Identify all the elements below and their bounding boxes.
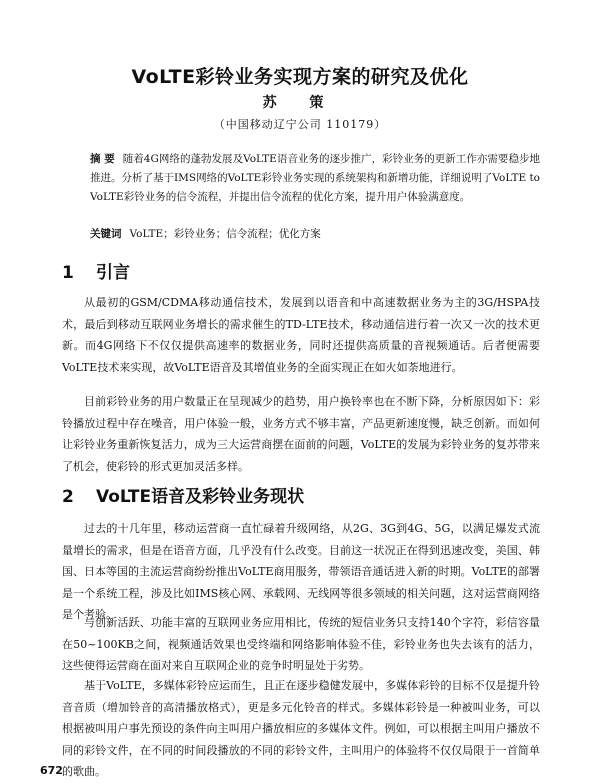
keywords-label: 关键词 — [90, 228, 122, 240]
paragraph: 过去的十几年里，移动运营商一直忙碌着升级网络，从2G、3G到4G、5G，以满足爆发式流量增长的需求，但是在语音方面，几乎没有什么改变。目前这一状况正在得到迅速改变，美国、韩国、日本等国的主流运营商纷纷推出VoLTE商用服务，带领语音通话进入新的时期。VoLTE的部署是一个系统工程，涉及比如IMS核心网、承载网、无线网等很多领域的相关问题，这对运营商网络是个考验。 — [62, 522, 540, 621]
paragraph: 与创新活跃、功能丰富的互联网业务应用相比，传统的短信业务只支持140个字符，彩信容量在50~100KB之间，视频通话效果也受终端和网络影响体验不佳，彩铃业务也失去该有的活力，这些使得运营商在面对来自互联网企业的竞争时明显处于劣势。 — [62, 616, 540, 672]
abstract — [90, 150, 540, 207]
section-heading-1 — [62, 258, 130, 283]
section-title: 引言 — [96, 263, 130, 283]
section-number: 1 — [62, 263, 74, 283]
keywords-text: VoLTE；彩铃业务；信令流程；优化方案 — [129, 228, 321, 240]
abstract-text: 随着4G网络的蓬勃发展及VoLTE语音业务的逐步推广，彩铃业务的更新工作亦需要稳步地推进。分析了基于IMS网络的VoLTE彩铃业务实现的系统架构和新增功能，详细说明了VoLTE to VoLTE彩铃业务的信令流程，并提出信令流程的优化方案，提升用户体验满意度。 — [90, 153, 541, 203]
author-affiliation: （中国移动辽宁公司 110179） — [213, 118, 387, 131]
paragraph: 目前彩铃业务的用户数量正在呈现减少的趋势，用户换铃率也在不断下降，分析原因如下：彩铃播放过程中存在噪音，用户体验一般，业务方式不够丰富，产品更新速度慢，缺乏创新。而如何让彩铃业务重新恢复活力，成为三大运营商摆在面前的问题，VoLTE的发展为彩铃业务的复苏带来了机会，使彩铃的形式更加灵活多样。 — [62, 395, 540, 473]
abstract-label: 摘 要 — [90, 153, 115, 165]
section-number: 2 — [62, 487, 74, 507]
paper-title: VoLTE彩铃业务实现方案的研究及优化 — [131, 66, 469, 88]
paragraph: 从最初的GSM/CDMA移动通信技术，发展到以语音和中高速数据业务为主的3G/HSPA技术，最后到移动互联网业务增长的需求催生的TD-LTE技术，移动通信进行着一次又一次的技术更新。而4G网络下不仅仅提供高速率的数据业务，同时还提供高质量的音视频通话。后者便需要VoLTE技术来实现，故VoLTE语音及其增值业务的全面实现正在如火如荼地进行。 — [62, 296, 540, 374]
paragraph: 基于VoLTE，多媒体彩铃应运而生，且正在逐步稳健发展中，多媒体彩铃的目标不仅是提升铃音音质（增加铃音的高清播放格式），更是多元化铃音的样式。多媒体彩铃是一种被叫业务，可以根据被叫用户事先预设的条件向主叫用户播放相应的多媒体文件。例如，可以根据主叫用户播放不同的彩铃文件，在不同的时间段播放的不同的彩铃文件，主叫用户的体验将不仅仅局限于一首简单的歌曲。 — [62, 679, 540, 778]
keywords — [90, 225, 540, 243]
page-number: 672 — [40, 764, 63, 777]
section-heading-2 — [62, 482, 304, 507]
author-name: 苏 策 — [262, 95, 338, 111]
section-title: VoLTE语音及彩铃业务现状 — [96, 487, 305, 507]
